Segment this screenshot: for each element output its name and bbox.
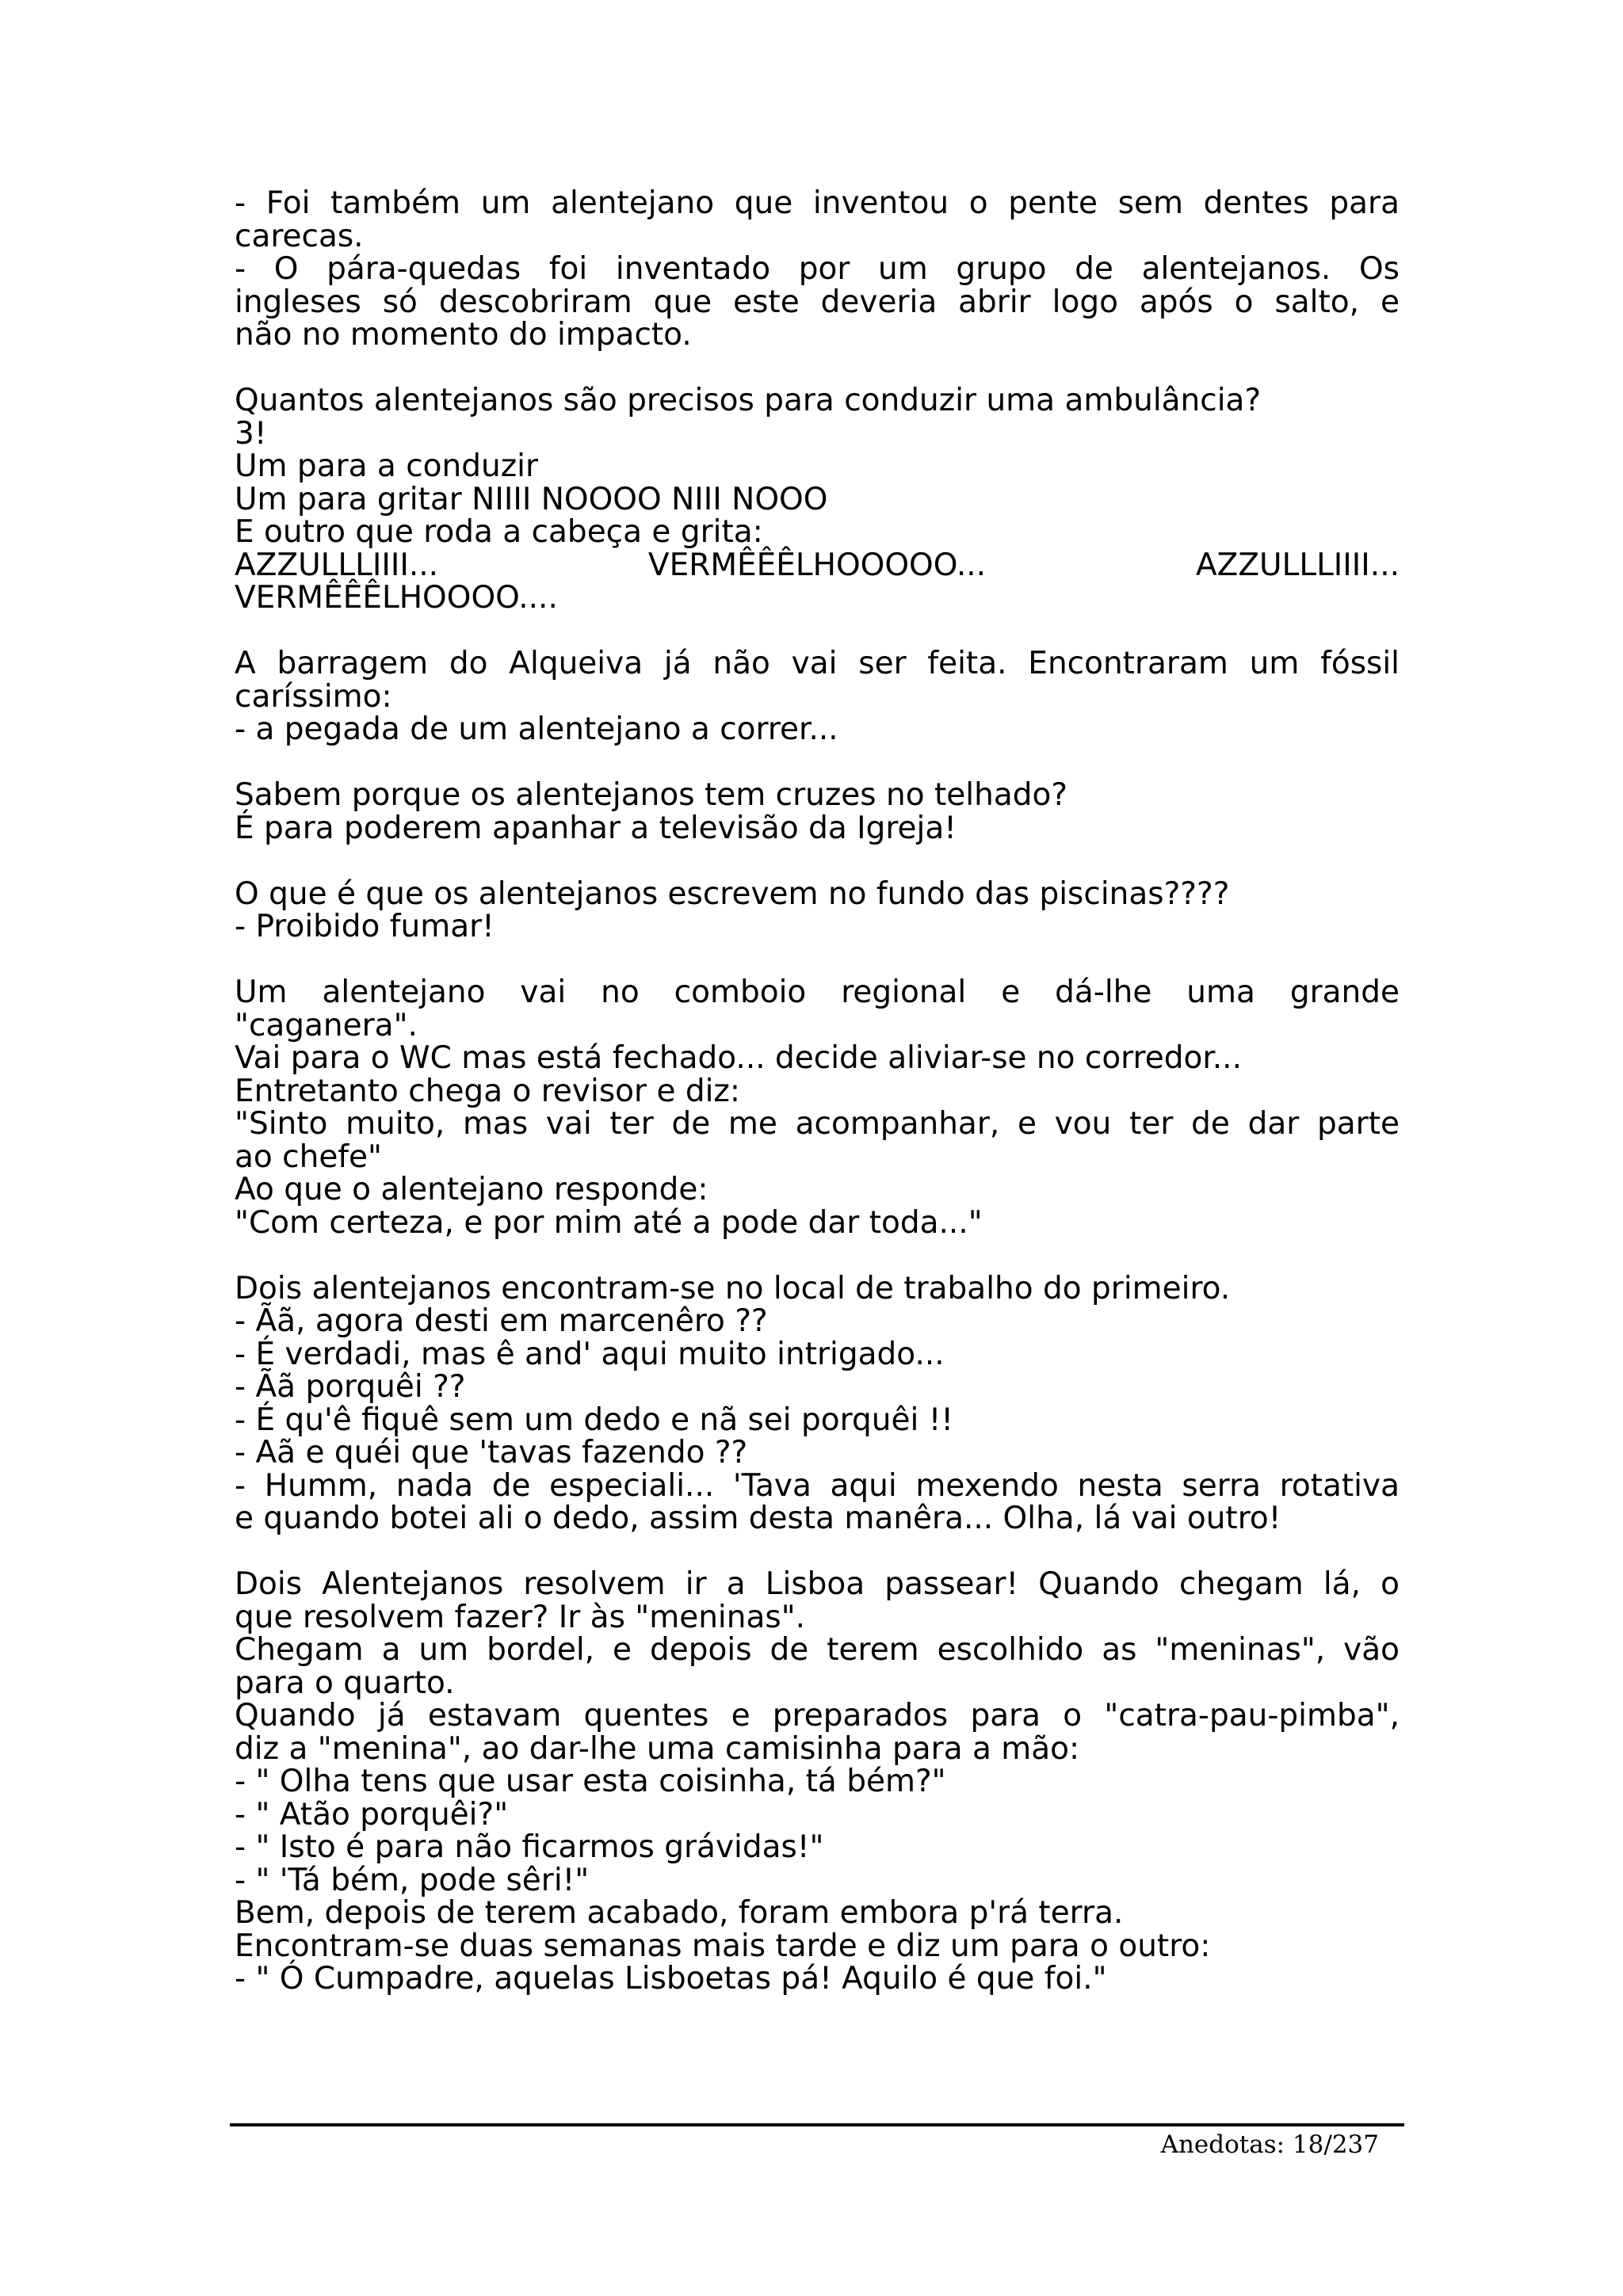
text-line: É para poderem apanhar a televisão da Igreja! bbox=[235, 810, 957, 846]
text-line: - " Isto é para não ficarmos grávidas!" bbox=[235, 1829, 824, 1865]
text-line: ingleses só descobriram que este deveria abrir logo após o salto, e bbox=[235, 284, 1400, 320]
text-line: - " Olha tens que usar esta coisinha, tá bém?" bbox=[235, 1764, 946, 1799]
text-line: - Ãã porquêi ?? bbox=[235, 1369, 466, 1405]
text-line: - " Atão porquêi?" bbox=[235, 1796, 509, 1833]
text-line: e quando botei ali o dedo, assim desta manêra... Olha, lá vai outro! bbox=[235, 1501, 1281, 1536]
text-line: A barragem do Alqueiva já não vai ser feita. Encontraram um fóssil bbox=[235, 646, 1400, 681]
paragraph-block bbox=[235, 384, 1400, 615]
footer-page-label: Anedotas: 18/237 bbox=[1160, 2130, 1379, 2159]
text-line: "Com certeza, e por mim até a pode dar toda..." bbox=[235, 1204, 983, 1241]
text-line: VERMÊÊÊLHOOOO.... bbox=[235, 580, 558, 616]
text-line: - " 'Tá bém, pode sêri!" bbox=[235, 1862, 590, 1898]
text-line: - Aã e quéi que 'tavas fazendo ?? bbox=[235, 1435, 748, 1470]
paragraph-block bbox=[235, 1272, 1400, 1535]
text-line: não no momento do impacto. bbox=[235, 317, 692, 353]
text-line: Sabem porque os alentejanos tem cruzes no telhado? bbox=[235, 777, 1068, 813]
paragraph-block bbox=[235, 976, 1400, 1239]
text-line: ao chefe" bbox=[235, 1138, 382, 1175]
text-line: para o quarto. bbox=[235, 1665, 455, 1701]
text-line: Ao que o alentejano responde: bbox=[235, 1172, 708, 1207]
text-line: que resolvem fazer? Ir às "meninas". bbox=[235, 1599, 806, 1635]
text-line: Dois Alentejanos resolvem ir a Lisboa passear! Quando chegam lá, o bbox=[235, 1566, 1400, 1602]
text-line: carecas. bbox=[235, 218, 364, 254]
text-line: - Humm, nada de especiali... 'Tava aqui mexendo nesta serra rotativa bbox=[235, 1467, 1400, 1504]
text-line: Vai para o WC mas está fechado... decide aliviar-se no corredor... bbox=[235, 1040, 1242, 1076]
text-line: 3! bbox=[235, 415, 267, 452]
text-line: - É verdadi, mas ê and' aqui muito intrigado... bbox=[235, 1336, 945, 1372]
paragraph-block bbox=[235, 647, 1400, 746]
text-line: - O pára-quedas foi inventado por um grupo de alentejanos. Os bbox=[235, 251, 1400, 287]
text-line: E outro que roda a cabeça e grita: bbox=[235, 514, 763, 550]
paragraph-block bbox=[235, 875, 1400, 944]
text-line: "Sinto muito, mas vai ter de me acompanhar, e vou ter de dar parte bbox=[235, 1106, 1400, 1142]
paragraph-block bbox=[235, 1568, 1400, 1996]
document-body bbox=[235, 187, 1400, 2028]
text-line: Um alentejano vai no comboio regional e dá-lhe uma grande bbox=[235, 974, 1400, 1010]
text-line: Encontram-se duas semanas mais tarde e diz um para o outro: bbox=[235, 1928, 1211, 1964]
text-line: caríssimo: bbox=[235, 678, 392, 715]
text-line: diz a "menina", ao dar-lhe uma camisinha para a mão: bbox=[235, 1730, 1080, 1767]
text-line: Bem, depois de terem acabado, foram embora p'rá terra. bbox=[235, 1895, 1124, 1931]
text-line: Quando já estavam quentes e preparados para o "catra-pau-pimba", bbox=[235, 1698, 1400, 1733]
text-line: - Proibido fumar! bbox=[235, 909, 495, 944]
paragraph-block bbox=[235, 779, 1400, 845]
text-line: Entretanto chega o revisor e diz: bbox=[235, 1073, 741, 1109]
text-line: - " Ó Cumpadre, aquelas Lisboetas pá! Aquilo é que foi." bbox=[235, 1961, 1107, 1997]
text-line: Dois alentejanos encontram-se no local de trabalho do primeiro. bbox=[235, 1270, 1231, 1306]
text-line: Um para gritar NIIII NOOOO NIII NOOO bbox=[235, 481, 828, 517]
footer-divider bbox=[230, 2123, 1404, 2126]
text-line: - Foi também um alentejano que inventou o pente sem dentes para bbox=[235, 185, 1400, 221]
text-line: O que é que os alentejanos escrevem no fundo das piscinas???? bbox=[235, 875, 1230, 912]
text-line: AZZULLLIIII... VERMÊÊÊLHOOOOO... AZZULLLIIII... bbox=[235, 547, 1400, 583]
text-line: Chegam a um bordel, e depois de terem escolhido as "meninas", vão bbox=[235, 1632, 1400, 1668]
text-line: Um para a conduzir bbox=[235, 448, 539, 484]
text-line: - a pegada de um alentejano a correr... bbox=[235, 711, 838, 747]
text-line: - É qu'ê fiquê sem um dedo e nã sei porquêi !! bbox=[235, 1402, 953, 1438]
text-line: Quantos alentejanos são precisos para conduzir uma ambulância? bbox=[235, 383, 1262, 418]
text-line: "caganera". bbox=[235, 1007, 418, 1043]
paragraph-block bbox=[235, 187, 1400, 352]
text-line: - Ãã, agora desti em marcenêro ?? bbox=[235, 1303, 768, 1339]
